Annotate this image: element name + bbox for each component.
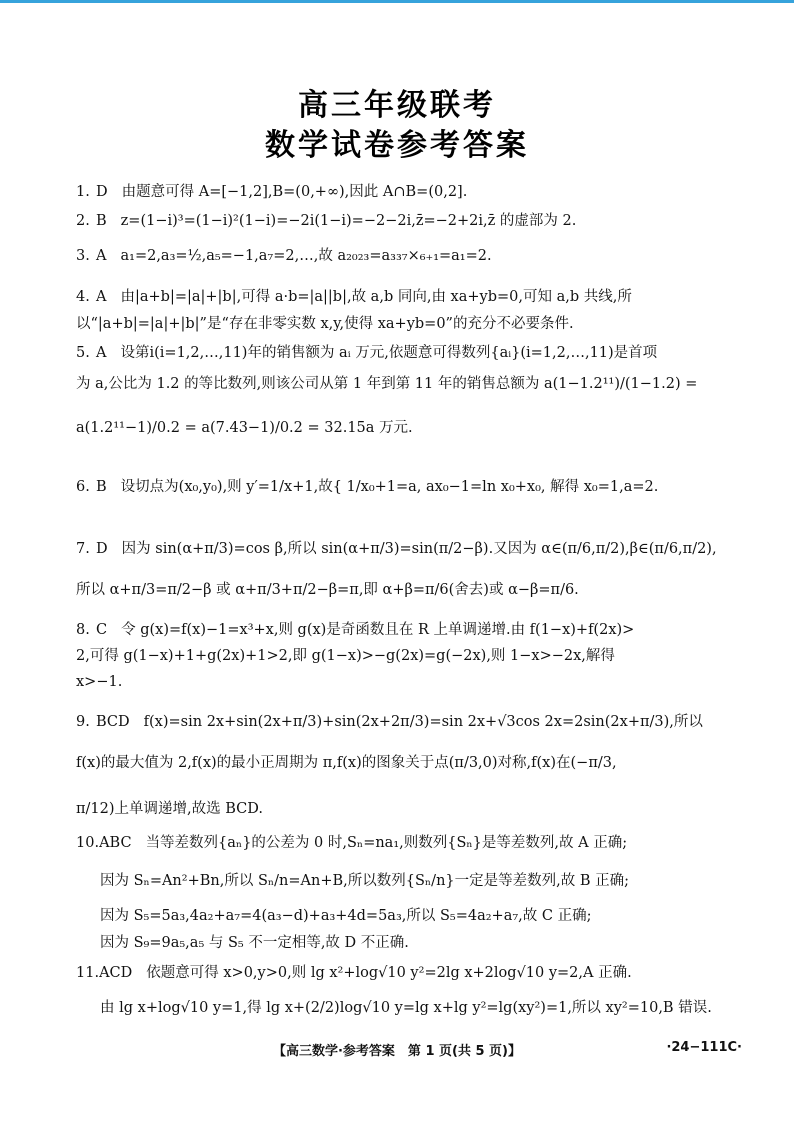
item-answer: C: [96, 622, 108, 638]
item-subline: 因为 Sₙ=An²+Bn,所以 Sₙ/n=An+B,所以数列{Sₙ/n}一定是等差数列,故 B 正确;: [100, 873, 630, 889]
item-text: 由题意可得 A=[−1,2],B=(0,+∞),因此 A∩B=(0,2].: [121, 184, 468, 200]
item-continuation: x>−1.: [76, 674, 123, 690]
item-answer: BCD: [96, 714, 130, 730]
item-answer: ABC: [99, 835, 132, 851]
footer-code: ·24−111C·: [666, 1040, 742, 1055]
answer-item: [76, 210, 744, 232]
item-text: 依题意可得 x>0,y>0,则 lg x²+log√10 y²=2lg x+2log√10 y=2,A 正确.: [146, 965, 632, 981]
footer-label: 【高三数学·参考答案 第 1 页(共 5 页)】: [272, 1044, 522, 1059]
item-number: 1.: [76, 184, 90, 200]
item-answer: ACD: [99, 965, 133, 981]
item-continuation: 为 a,公比为 1.2 的等比数列,则该公司从第 1 年到第 11 年的销售总额为 a(1−1.2¹¹)/(1−1.2) =: [76, 376, 698, 392]
item-number: 4.: [76, 289, 90, 305]
item-number: 10.: [76, 835, 100, 851]
answer-item: [76, 245, 744, 267]
item-continuation: 2,可得 g(1−x)+1+g(2x)+1>2,即 g(1−x)>−g(2x)=g(−2x),则 1−x>−2x,解得: [76, 648, 615, 664]
answer-item: [76, 476, 744, 498]
top-rule: [0, 0, 794, 3]
item-continuation: 所以 α+π/3=π/2−β 或 α+π/3+π/2−β=π,即 α+β=π/6(舍去)或 α−β=π/6.: [76, 582, 579, 598]
answer-item: [76, 711, 744, 733]
item-number: 11.: [76, 965, 100, 981]
item-number: 3.: [76, 248, 90, 264]
item-number: 6.: [76, 479, 90, 495]
item-text: 因为 sin(α+π/3)=cos β,所以 sin(α+π/3)=sin(π/2−β).又因为 α∈(π/6,π/2),β∈(π/6,π/2),: [121, 541, 717, 557]
item-continuation: a(1.2¹¹−1)/0.2 = a(7.43−1)/0.2 = 32.15a 万元.: [76, 420, 413, 436]
item-text: 设第i(i=1,2,…,11)年的销售额为 aᵢ 万元,依题意可得数列{aᵢ}(i=1,2,…,11)是首项: [120, 345, 658, 361]
item-answer: D: [96, 541, 108, 557]
answer-item: [76, 538, 744, 560]
answer-item: [76, 286, 744, 308]
item-number: 7.: [76, 541, 90, 557]
page-subtitle: 数学试卷参考答案: [265, 128, 529, 163]
item-answer: A: [96, 289, 107, 305]
answer-item: [76, 832, 744, 854]
item-number: 8.: [76, 622, 90, 638]
item-answer: B: [96, 213, 107, 229]
item-text: 当等差数列{aₙ}的公差为 0 时,Sₙ=na₁,则数列{Sₙ}是等差数列,故 A 正确;: [145, 835, 628, 851]
item-number: 2.: [76, 213, 90, 229]
item-text: f(x)=sin 2x+sin(2x+π/3)+sin(2x+2π/3)=sin 2x+√3cos 2x=2sin(2x+π/3),所以: [143, 714, 703, 730]
item-subline: 由 lg x+log√10 y=1,得 lg x+(2/2)log√10 y=lg x+lg y²=lg(xy²)=1,所以 xy²=10,B 错误.: [100, 1000, 712, 1016]
item-subline: 因为 S₅=5a₃,4a₂+a₇=4(a₃−d)+a₃+4d=5a₃,所以 S₅=4a₂+a₇,故 C 正确;: [100, 908, 592, 924]
item-answer: A: [96, 248, 107, 264]
answer-item: [76, 342, 744, 364]
item-answer: D: [96, 184, 108, 200]
item-subline: 因为 S₉=9a₅,a₅ 与 S₅ 不一定相等,故 D 不正确.: [100, 935, 409, 951]
item-number: 9.: [76, 714, 90, 730]
item-continuation: 以“|a+b|=|a|+|b|”是“存在非零实数 x,y,使得 xa+yb=0”的充分不必要条件.: [76, 316, 574, 332]
answer-item: [76, 181, 744, 203]
item-continuation: π/12)上单调递增,故选 BCD.: [76, 801, 263, 817]
item-text: 令 g(x)=f(x)−1=x³+x,则 g(x)是奇函数且在 R 上单调递增.由 f(1−x)+f(2x)>: [121, 622, 635, 638]
item-text: z=(1−i)³=(1−i)²(1−i)=−2i(1−i)=−2−2i,z̄=−2+2i,z̄ 的虚部为 2.: [120, 213, 577, 229]
item-number: 5.: [76, 345, 90, 361]
item-text: 设切点为(x₀,y₀),则 y′=1/x+1,故{ 1/x₀+1=a, ax₀−1=ln x₀+x₀, 解得 x₀=1,a=2.: [120, 479, 659, 495]
page-title: 高三年级联考: [298, 88, 496, 123]
item-continuation: f(x)的最大值为 2,f(x)的最小正周期为 π,f(x)的图象关于点(π/3,0)对称,f(x)在(−π/3,: [76, 755, 617, 771]
item-answer: B: [96, 479, 107, 495]
answer-item: [76, 619, 744, 641]
item-text: a₁=2,a₃=½,a₅=−1,a₇=2,…,故 a₂₀₂₃=a₃₃₇×₆₊₁=a₁=2.: [120, 248, 492, 264]
item-answer: A: [96, 345, 107, 361]
answer-item: [76, 962, 744, 984]
item-text: 由|a+b|=|a|+|b|,可得 a·b=|a||b|,故 a,b 同向,由 xa+yb=0,可知 a,b 共线,所: [120, 289, 632, 305]
